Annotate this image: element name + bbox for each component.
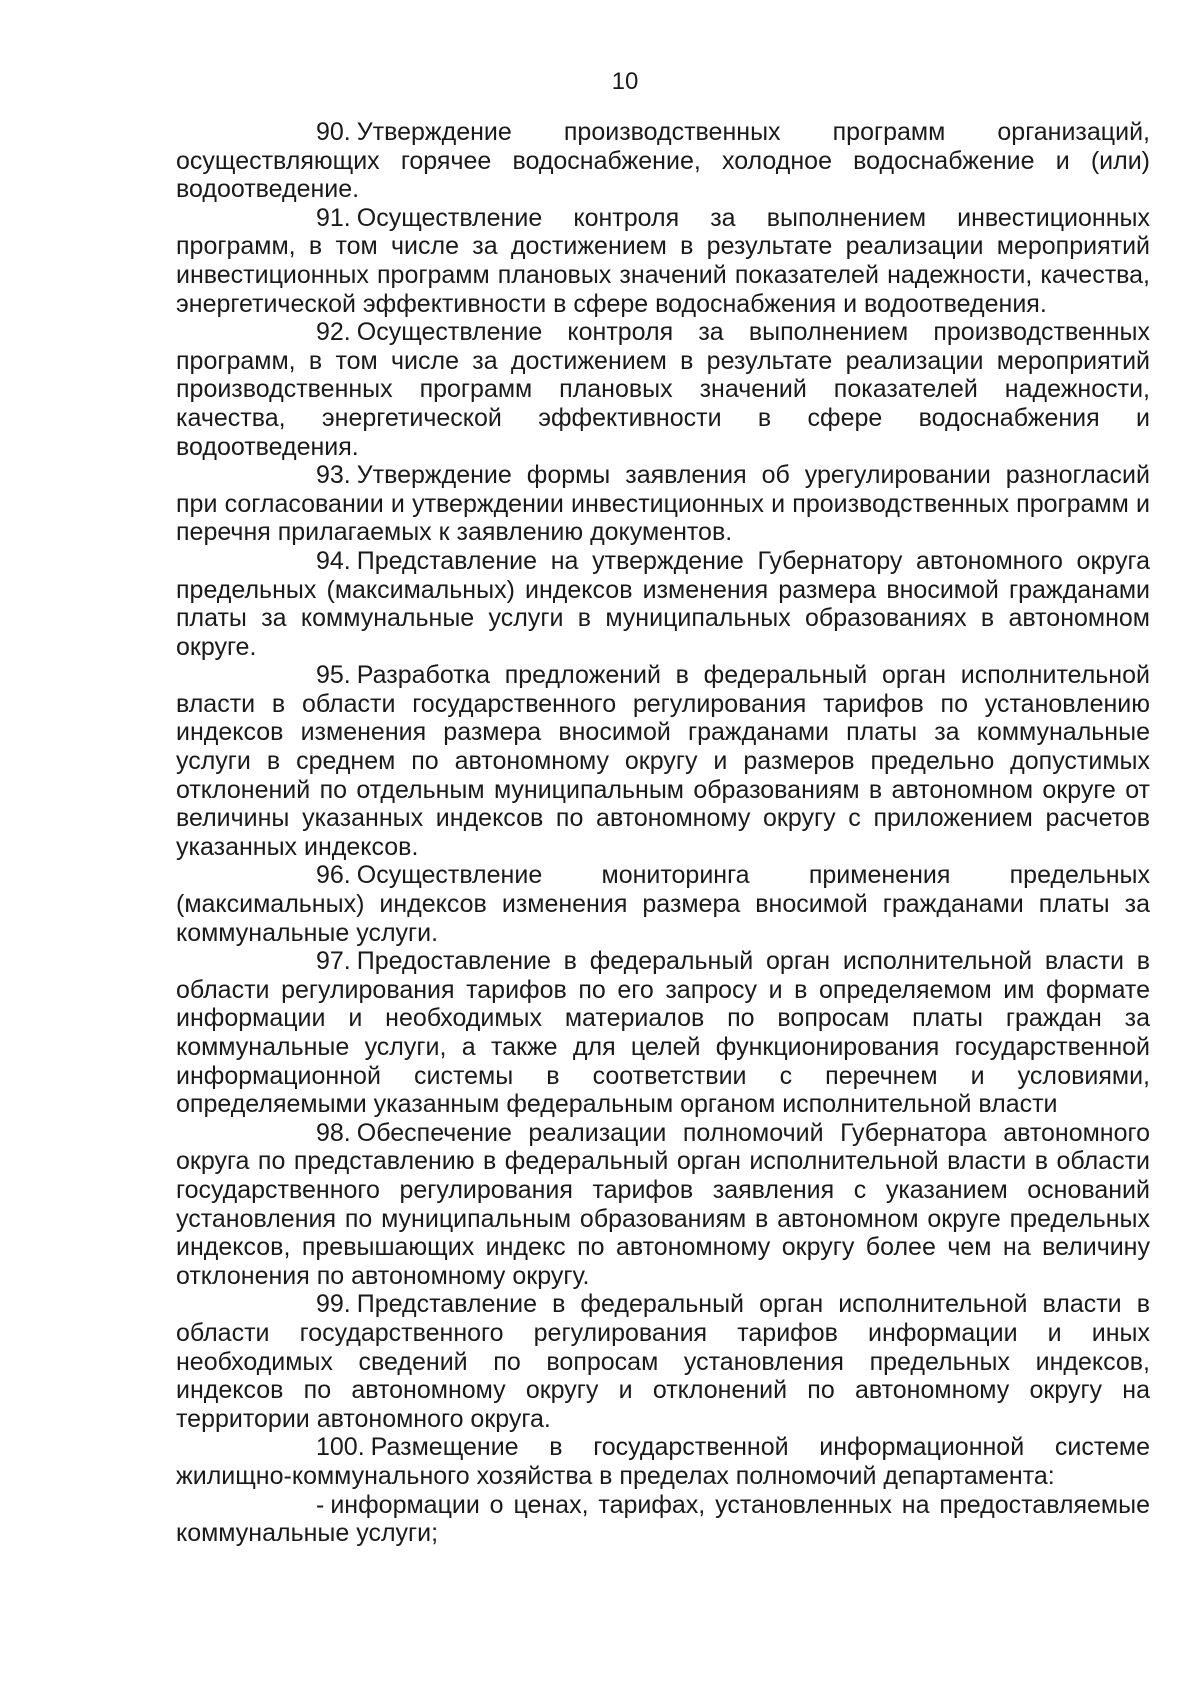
paragraph-98 [176,1119,1150,1291]
list-item-text: информации о ценах, тарифах, установленных на предоставляемые коммунальные услуги; [176,1490,1150,1548]
paragraph-90 [176,118,1150,204]
paragraph-text: Осуществление контроля за выполнением производственных программ, в том числе за достижением в результате реализации мероприятий производственных программ плановых значений показателей надежности, качества, энергетической эффективности в сфере водоснабжения и водоотведения. [176,318,1150,461]
paragraph-text: Утверждение формы заявления об урегулировании разногласий при согласовании и утверждении инвестиционных и производственных программ и перечня прилагаемых к заявлению документов. [176,461,1150,547]
paragraph-93 [176,461,1150,547]
paragraph-100 [176,1433,1150,1490]
paragraph-text: Осуществление мониторинга применения предельных (максимальных) индексов изменения размера вносимой гражданами платы за коммунальные услуги. [176,861,1150,947]
paragraph-92 [176,318,1150,461]
paragraph-number: 95. [316,661,351,690]
paragraph-text: Разработка предложений в федеральный орган исполнительной власти в области государственного регулирования тарифов по установлению индексов изменения размера вносимой гражданами платы за коммунальные услуги в среднем по автономному округу и размеров предельно допустимых отклонений по отдельным муниципальным образованиям в автономном округе от величины указанных индексов по автономному округу с приложением расчетов указанных индексов. [176,661,1150,861]
paragraph-number: 94. [316,546,351,575]
paragraph-94 [176,547,1150,661]
paragraph-text: Осуществление контроля за выполнением инвестиционных программ, в том числе за достижением в результате реализации мероприятий инвестиционных программ плановых значений показателей надежности, качества, энергетической эффективности в сфере водоснабжения и водоотведения. [176,203,1150,318]
paragraph-text: Размещение в государственной информационной системе жилищно-коммунального хозяйства в пределах полномочий департамента: [176,1433,1150,1490]
paragraph-97 [176,947,1150,1119]
list-item-dash [176,1491,1150,1548]
paragraph-number: 93. [316,461,351,490]
paragraph-text: Утверждение производственных программ организаций, осуществляющих горячее водоснабжение, холодное водоснабжение и (или) водоотведение. [176,118,1150,204]
paragraph-text: Представление в федеральный орган исполнительной власти в области государственного регулирования тарифов информации и иных необходимых сведений по вопросам установления предельных индексов, индексов по автономному округу и отклонений по автономному округу на территории автономного округа. [176,1290,1150,1433]
paragraph-96 [176,861,1150,947]
paragraph-number: 91. [316,203,351,232]
paragraph-number: 90. [316,118,351,146]
page-number: 10 [611,68,639,95]
list-dash: - [316,1490,325,1519]
paragraph-number: 96. [316,861,351,890]
paragraph-91 [176,204,1150,318]
paragraph-99 [176,1290,1150,1433]
paragraph-number: 98. [316,1118,351,1147]
paragraph-text: Предоставление в федеральный орган исполнительной власти в области регулирования тарифов по его запросу и в определяемом им формате информации и необходимых материалов по вопросам платы граждан за коммунальные услуги, а также для целей функционирования государственной информационной системы в соответствии с перечнем и условиями, определяемыми указанным федеральным органом исполнительной власти [176,947,1150,1119]
paragraph-number: 99. [316,1290,351,1319]
paragraph-number: 100. [316,1433,365,1462]
paragraph-number: 92. [316,318,351,347]
paragraph-text: Представление на утверждение Губернатору автономного округа предельных (максимальных) индексов изменения размера вносимой гражданами платы за коммунальные услуги в муниципальных образованиях в автономном округе. [176,546,1150,661]
paragraph-95 [176,661,1150,861]
paragraph-text: Обеспечение реализации полномочий Губернатора автономного округа по представлению в федеральный орган исполнительной власти в области государственного регулирования тарифов заявления с указанием оснований установления по муниципальным образованиям в автономном округе предельных индексов, превышающих индекс по автономному округу более чем на величину отклонения по автономному округу. [176,1118,1150,1290]
paragraph-number: 97. [316,947,351,976]
